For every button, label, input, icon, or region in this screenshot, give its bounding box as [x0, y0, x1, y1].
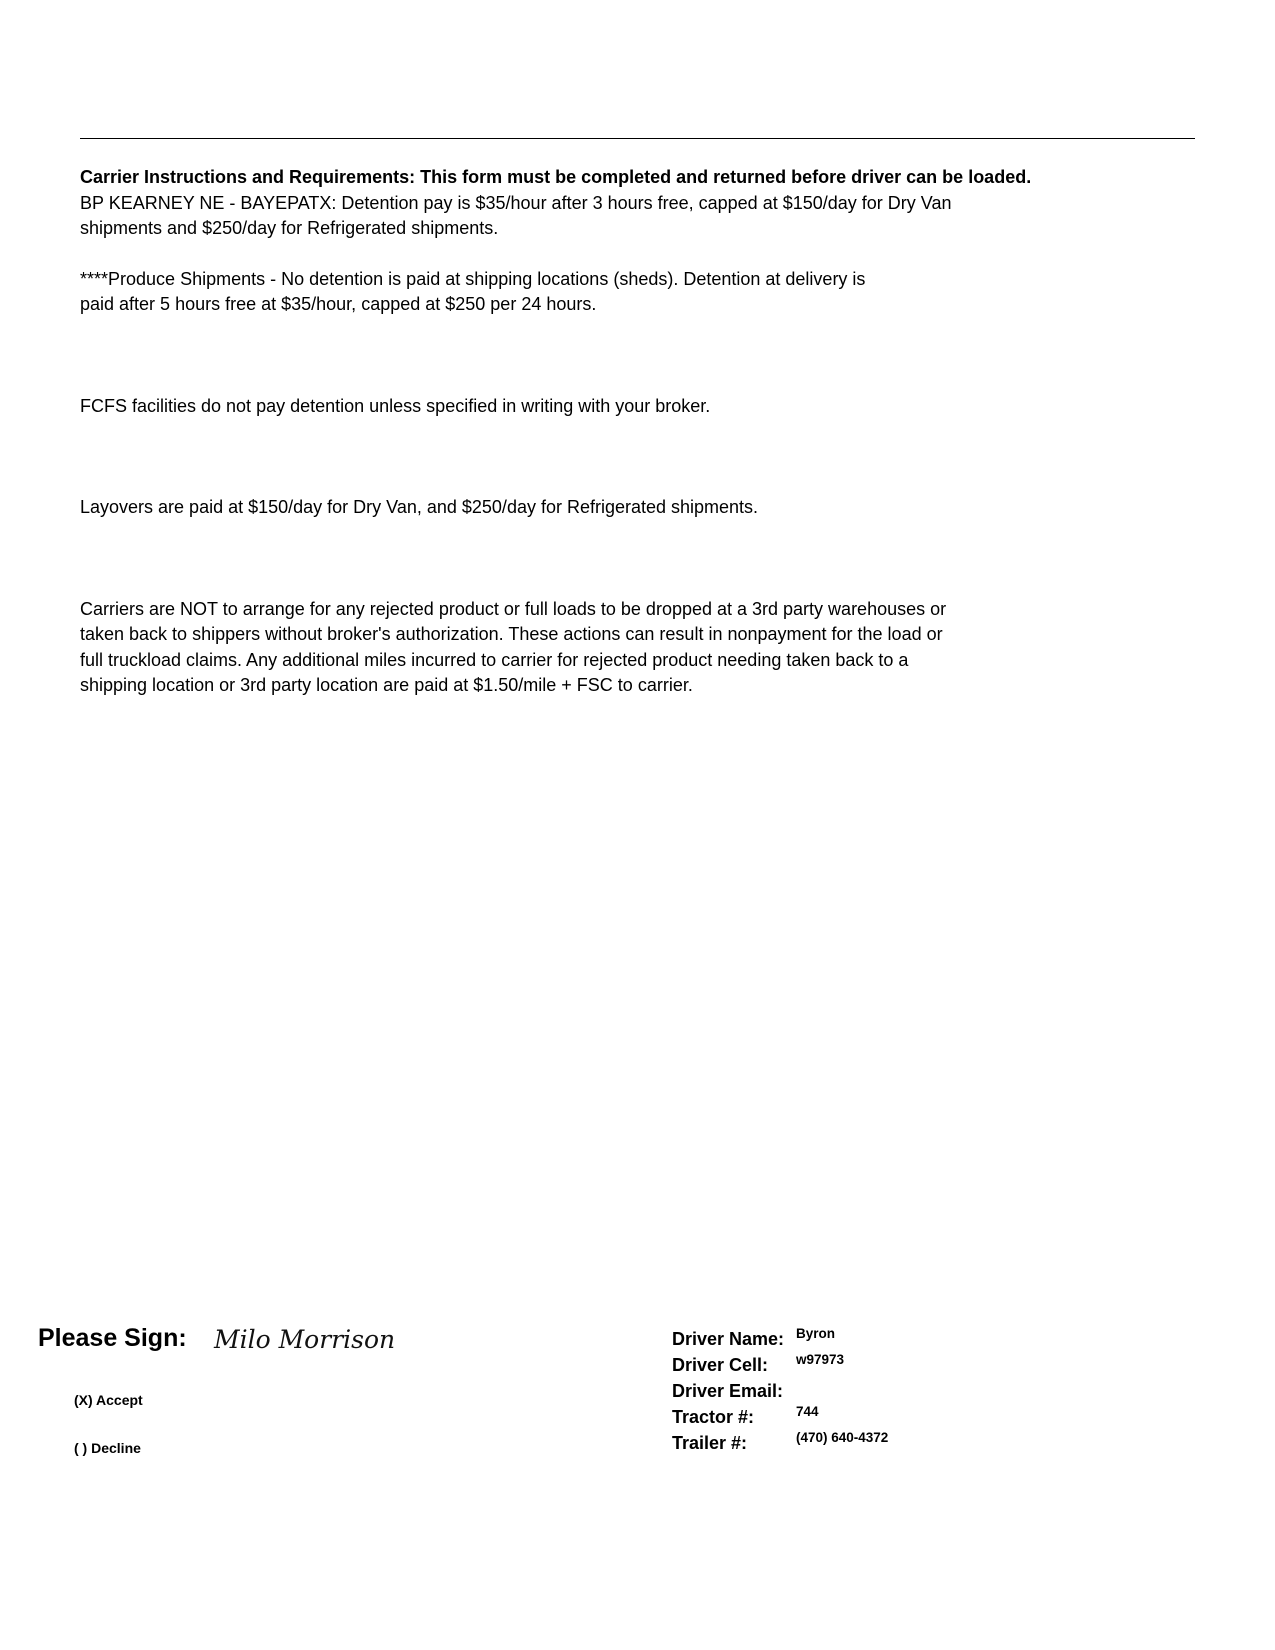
accept-option[interactable]: (X) Accept [74, 1392, 143, 1408]
trailer-value: (470) 640-4372 [796, 1430, 889, 1445]
driver-cell-value: w97973 [796, 1352, 845, 1367]
signature-text: Milo Morrison [214, 1325, 396, 1354]
driver-cell-row [672, 1353, 1092, 1379]
please-sign-label: Please Sign: [38, 1324, 187, 1352]
rejected-product-paragraph: Carriers are NOT to arrange for any rejected product or full loads to be dropped at a 3rd party warehouses or taken back to shippers without broker's authorization. These actions can result in nonpayment for the load or full truckload claims. Any additional miles incurred to carrier for rejected product needing taken back to a shipping location or 3rd party location are paid at $1.50/mile + FSC to carrier. [80, 598, 947, 695]
driver-name-value: Byron [796, 1326, 836, 1341]
driver-name-label: Driver Name: [672, 1329, 785, 1349]
header-divider [80, 138, 1195, 139]
tractor-value: 744 [796, 1404, 819, 1419]
tractor-label: Tractor #: [672, 1407, 755, 1427]
instructions-heading: Carrier Instructions and Requirements: This form must be completed and returned before driver can be loaded. [80, 167, 1032, 187]
driver-name-row [672, 1327, 1092, 1353]
driver-cell-label: Driver Cell: [672, 1355, 769, 1375]
driver-email-row [672, 1379, 1092, 1405]
trailer-label: Trailer #: [672, 1433, 748, 1453]
produce-shipments-paragraph: ****Produce Shipments - No detention is paid at shipping locations (sheds). Detention at delivery is paid after 5 hours free at $35/hour, capped at $250 per 24 hours. [80, 268, 866, 314]
layovers-paragraph: Layovers are paid at $150/day for Dry Van, and $250/day for Refrigerated shipments. [80, 497, 759, 517]
trailer-row [672, 1431, 1092, 1457]
carrier-instructions [80, 165, 1200, 699]
driver-info [672, 1327, 1092, 1457]
driver-email-label: Driver Email: [672, 1381, 784, 1401]
handwritten-signature [212, 1318, 412, 1362]
bp-kearney-detention-paragraph: BP KEARNEY NE - BAYEPATX: Detention pay is $35/hour after 3 hours free, capped at $150/day for Dry Van shipments and $250/day for Refrigerated shipments. [80, 192, 952, 238]
decline-option[interactable]: ( ) Decline [74, 1440, 141, 1456]
fcfs-paragraph: FCFS facilities do not pay detention unless specified in writing with your broker. [80, 395, 711, 416]
